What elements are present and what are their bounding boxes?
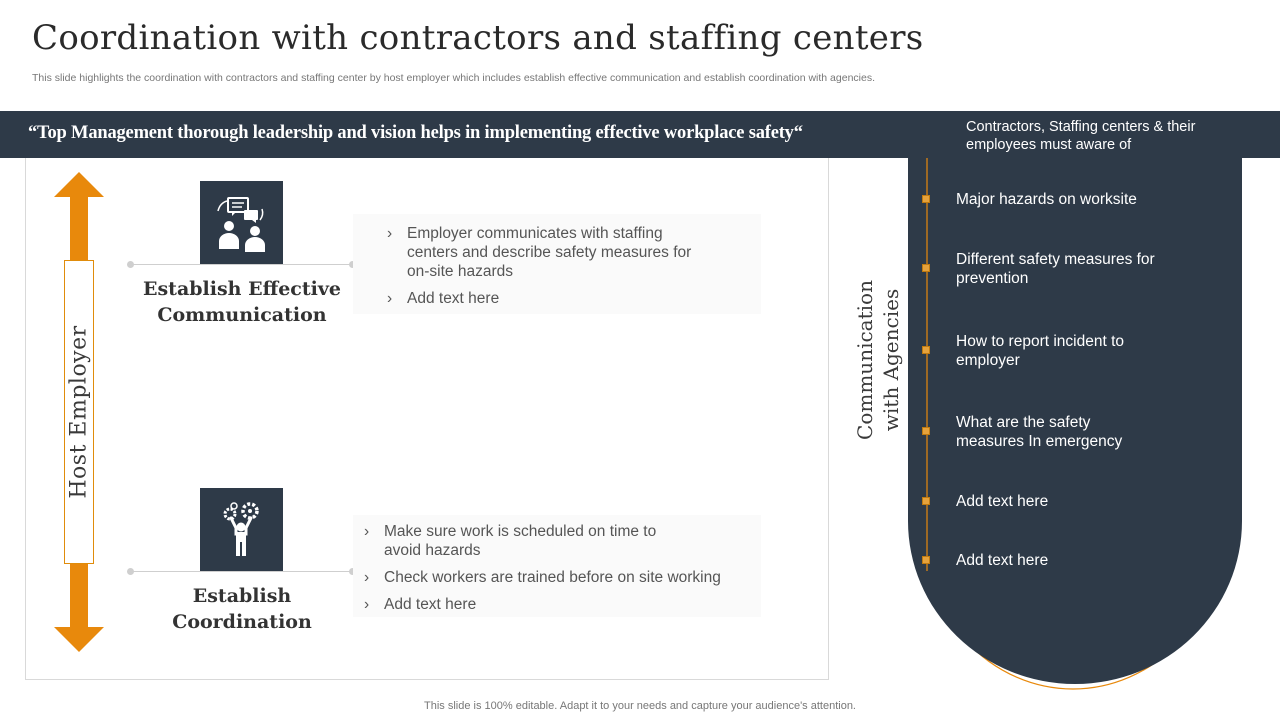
list-item: › Make sure work is scheduled on time to avoid hazards bbox=[364, 523, 657, 559]
bullet-marker bbox=[922, 195, 930, 203]
section-title-coordination: Establish Coordination bbox=[172, 585, 312, 633]
agencies-heading: Contractors, Staffing centers & their employees must aware of bbox=[966, 119, 1196, 153]
connector-dot bbox=[127, 261, 134, 268]
agency-item: How to report incident to employer bbox=[956, 333, 1125, 369]
coordination-icon bbox=[200, 488, 283, 571]
page-subtitle: This slide highlights the coordination with contractors and staffing center by host employer which includes establish effective communication and establish coordination with agencies. bbox=[32, 72, 875, 84]
section-title-communication: Establish Effective Communication bbox=[143, 278, 341, 326]
page-title: Coordination with contractors and staffing centers bbox=[32, 18, 924, 58]
bullet-marker bbox=[922, 556, 930, 564]
communication-icon bbox=[200, 181, 283, 264]
bullet-marker bbox=[922, 427, 930, 435]
footer-note: This slide is 100% editable. Adapt it to your needs and capture your audience's attention. bbox=[424, 700, 856, 712]
agency-item: What are the safety measures In emergency bbox=[956, 414, 1123, 450]
agency-item: Add text here bbox=[956, 552, 1049, 569]
list-item: › Employer communicates with staffing centers and describe safety measures for on-site hazards bbox=[387, 225, 692, 280]
connector-line bbox=[131, 571, 353, 572]
bullet-marker bbox=[922, 497, 930, 505]
bullet-marker bbox=[922, 264, 930, 272]
bullet-marker bbox=[922, 346, 930, 354]
agency-item: Different safety measures for prevention bbox=[956, 251, 1155, 287]
agency-item: Add text here bbox=[956, 493, 1049, 510]
agencies-label: Communication with Agencies bbox=[853, 280, 903, 440]
list-item: › Add text here bbox=[387, 290, 500, 307]
connector-line bbox=[131, 264, 353, 265]
list-item: › Add text here bbox=[364, 596, 477, 613]
banner-quote: “Top Management thorough leadership and vision helps in implementing effective workplace safety“ bbox=[28, 123, 803, 143]
agency-item: Major hazards on worksite bbox=[956, 191, 1137, 208]
connector-dot bbox=[127, 568, 134, 575]
list-item: › Check workers are trained before on site working bbox=[364, 569, 721, 586]
host-employer-label: Host Employer bbox=[66, 325, 92, 499]
